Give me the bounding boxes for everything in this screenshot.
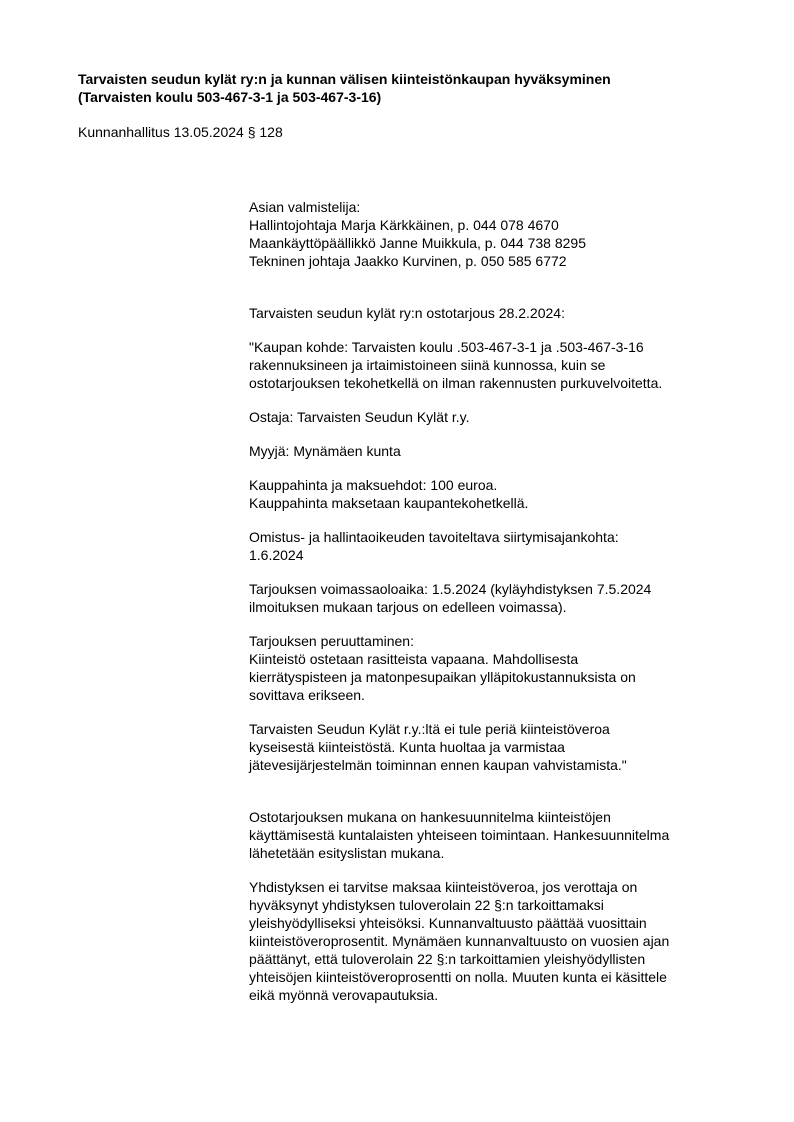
offer-paragraph-cancellation [249,632,749,704]
paragraph-line: yleishyödylliseksi yhteisöksi. Kunnanvaltuusto päättää vuosittain [249,915,647,931]
document-body [249,198,749,1004]
preparer-line: Hallintojohtaja Marja Kärkkäinen, p. 044 078 4670 [249,217,559,233]
paragraph-line: Omistus- ja hallintaoikeuden tavoiteltava siirtymisajankohta: [249,529,619,545]
paragraph-line: eikä myönnä verovapautuksia. [249,987,439,1003]
offer-paragraph-transfer [249,528,749,564]
paragraph-line: lähetetään esityslistan mukana. [249,845,445,861]
offer-paragraph-validity [249,580,749,616]
paragraph-line: jätevesijärjestelmän toiminnan ennen kaupan vahvistamista." [249,757,627,773]
preparers-block [249,198,749,270]
paragraph-line: Tarvaisten Seudun Kylät r.y.:ltä ei tule periä kiinteistöveroa [249,721,610,737]
paragraph-line: Kauppahinta ja maksuehdot: 100 euroa. [249,477,498,493]
paragraph-line: Tarjouksen voimassaoloaika: 1.5.2024 (kyläyhdistyksen 7.5.2024 [249,581,652,597]
paragraph-line: Yhdistyksen ei tarvitse maksaa kiinteistöveroa, jos verottaja on [249,879,638,895]
paragraph-line: päättänyt, että tuloverolain 22 §:n tarkoittamien yleishyödyllisten [249,951,646,967]
paragraph-line: "Kaupan kohde: Tarvaisten koulu .503-467-3-1 ja .503-467-3-16 [249,339,644,355]
paragraph-line: ilmoituksen mukaan tarjous on edelleen voimassa). [249,599,567,615]
closing-paragraph-property-tax [249,878,749,1004]
paragraph-line: kierrätyspisteen ja matonpesupaikan ylläpitokustannuksista on [249,669,636,685]
document-title [78,70,758,106]
paragraph-line: kiinteistöveroprosentit. Mynämäen kunnanvaltuusto on vuosien ajan [249,933,670,949]
title-line-2: (Tarvaisten koulu 503-467-3-1 ja 503-467-3-16) [78,89,382,105]
paragraph-line: Kauppahinta maksetaan kaupantekohetkellä. [249,495,529,511]
paragraph-line: Ostaja: Tarvaisten Seudun Kylät r.y. [249,409,470,425]
offer-paragraph-seller [249,442,749,460]
title-line-1: Tarvaisten seudun kylät ry:n ja kunnan välisen kiinteistönkaupan hyväksyminen [78,71,611,87]
paragraph-line: yhteisöjen kiinteistöveroprosentti on nolla. Muuten kunta ei käsittele [249,969,667,985]
paragraph-line: rakennuksineen ja irtaimistoineen siinä kunnossa, kuin se [249,357,606,373]
paragraph-line: sovittava erikseen. [249,687,365,703]
offer-paragraph-price [249,476,749,512]
preparer-line: Maankäyttöpäällikkö Janne Muikkula, p. 044 738 8295 [249,235,586,251]
meeting-reference: Kunnanhallitus 13.05.2024 § 128 [78,124,283,140]
paragraph-line: käyttämisestä kuntalaisten yhteiseen toimintaan. Hankesuunnitelma [249,827,670,843]
offer-paragraph-subject [249,338,749,392]
paragraph-line: ostotarjouksen tekohetkellä on ilman rakennusten purkuvelvoitetta. [249,375,663,391]
offer-paragraph-buyer [249,408,749,426]
paragraph-line: Myyjä: Mynämäen kunta [249,443,401,459]
offer-paragraph-tax [249,720,749,774]
paragraph-line: Tarjouksen peruuttaminen: [249,633,414,649]
paragraph-line: 1.6.2024 [249,547,304,563]
closing-paragraph-plan [249,808,749,862]
paragraph-line: Ostotarjouksen mukana on hankesuunnitelma kiinteistöjen [249,809,611,825]
paragraph-line: hyväksynyt yhdistyksen tuloverolain 22 §:n tarkoittamaksi [249,897,604,913]
paragraph-line: kyseisestä kiinteistöstä. Kunta huoltaa ja varmistaa [249,739,565,755]
offer-heading: Tarvaisten seudun kylät ry:n ostotarjous 28.2.2024: [249,305,565,321]
preparer-line: Tekninen johtaja Jaakko Kurvinen, p. 050 585 6772 [249,253,567,269]
preparers-heading: Asian valmistelija: [249,199,361,215]
paragraph-line: Kiinteistö ostetaan rasitteista vapaana. Mahdollisesta [249,651,579,667]
